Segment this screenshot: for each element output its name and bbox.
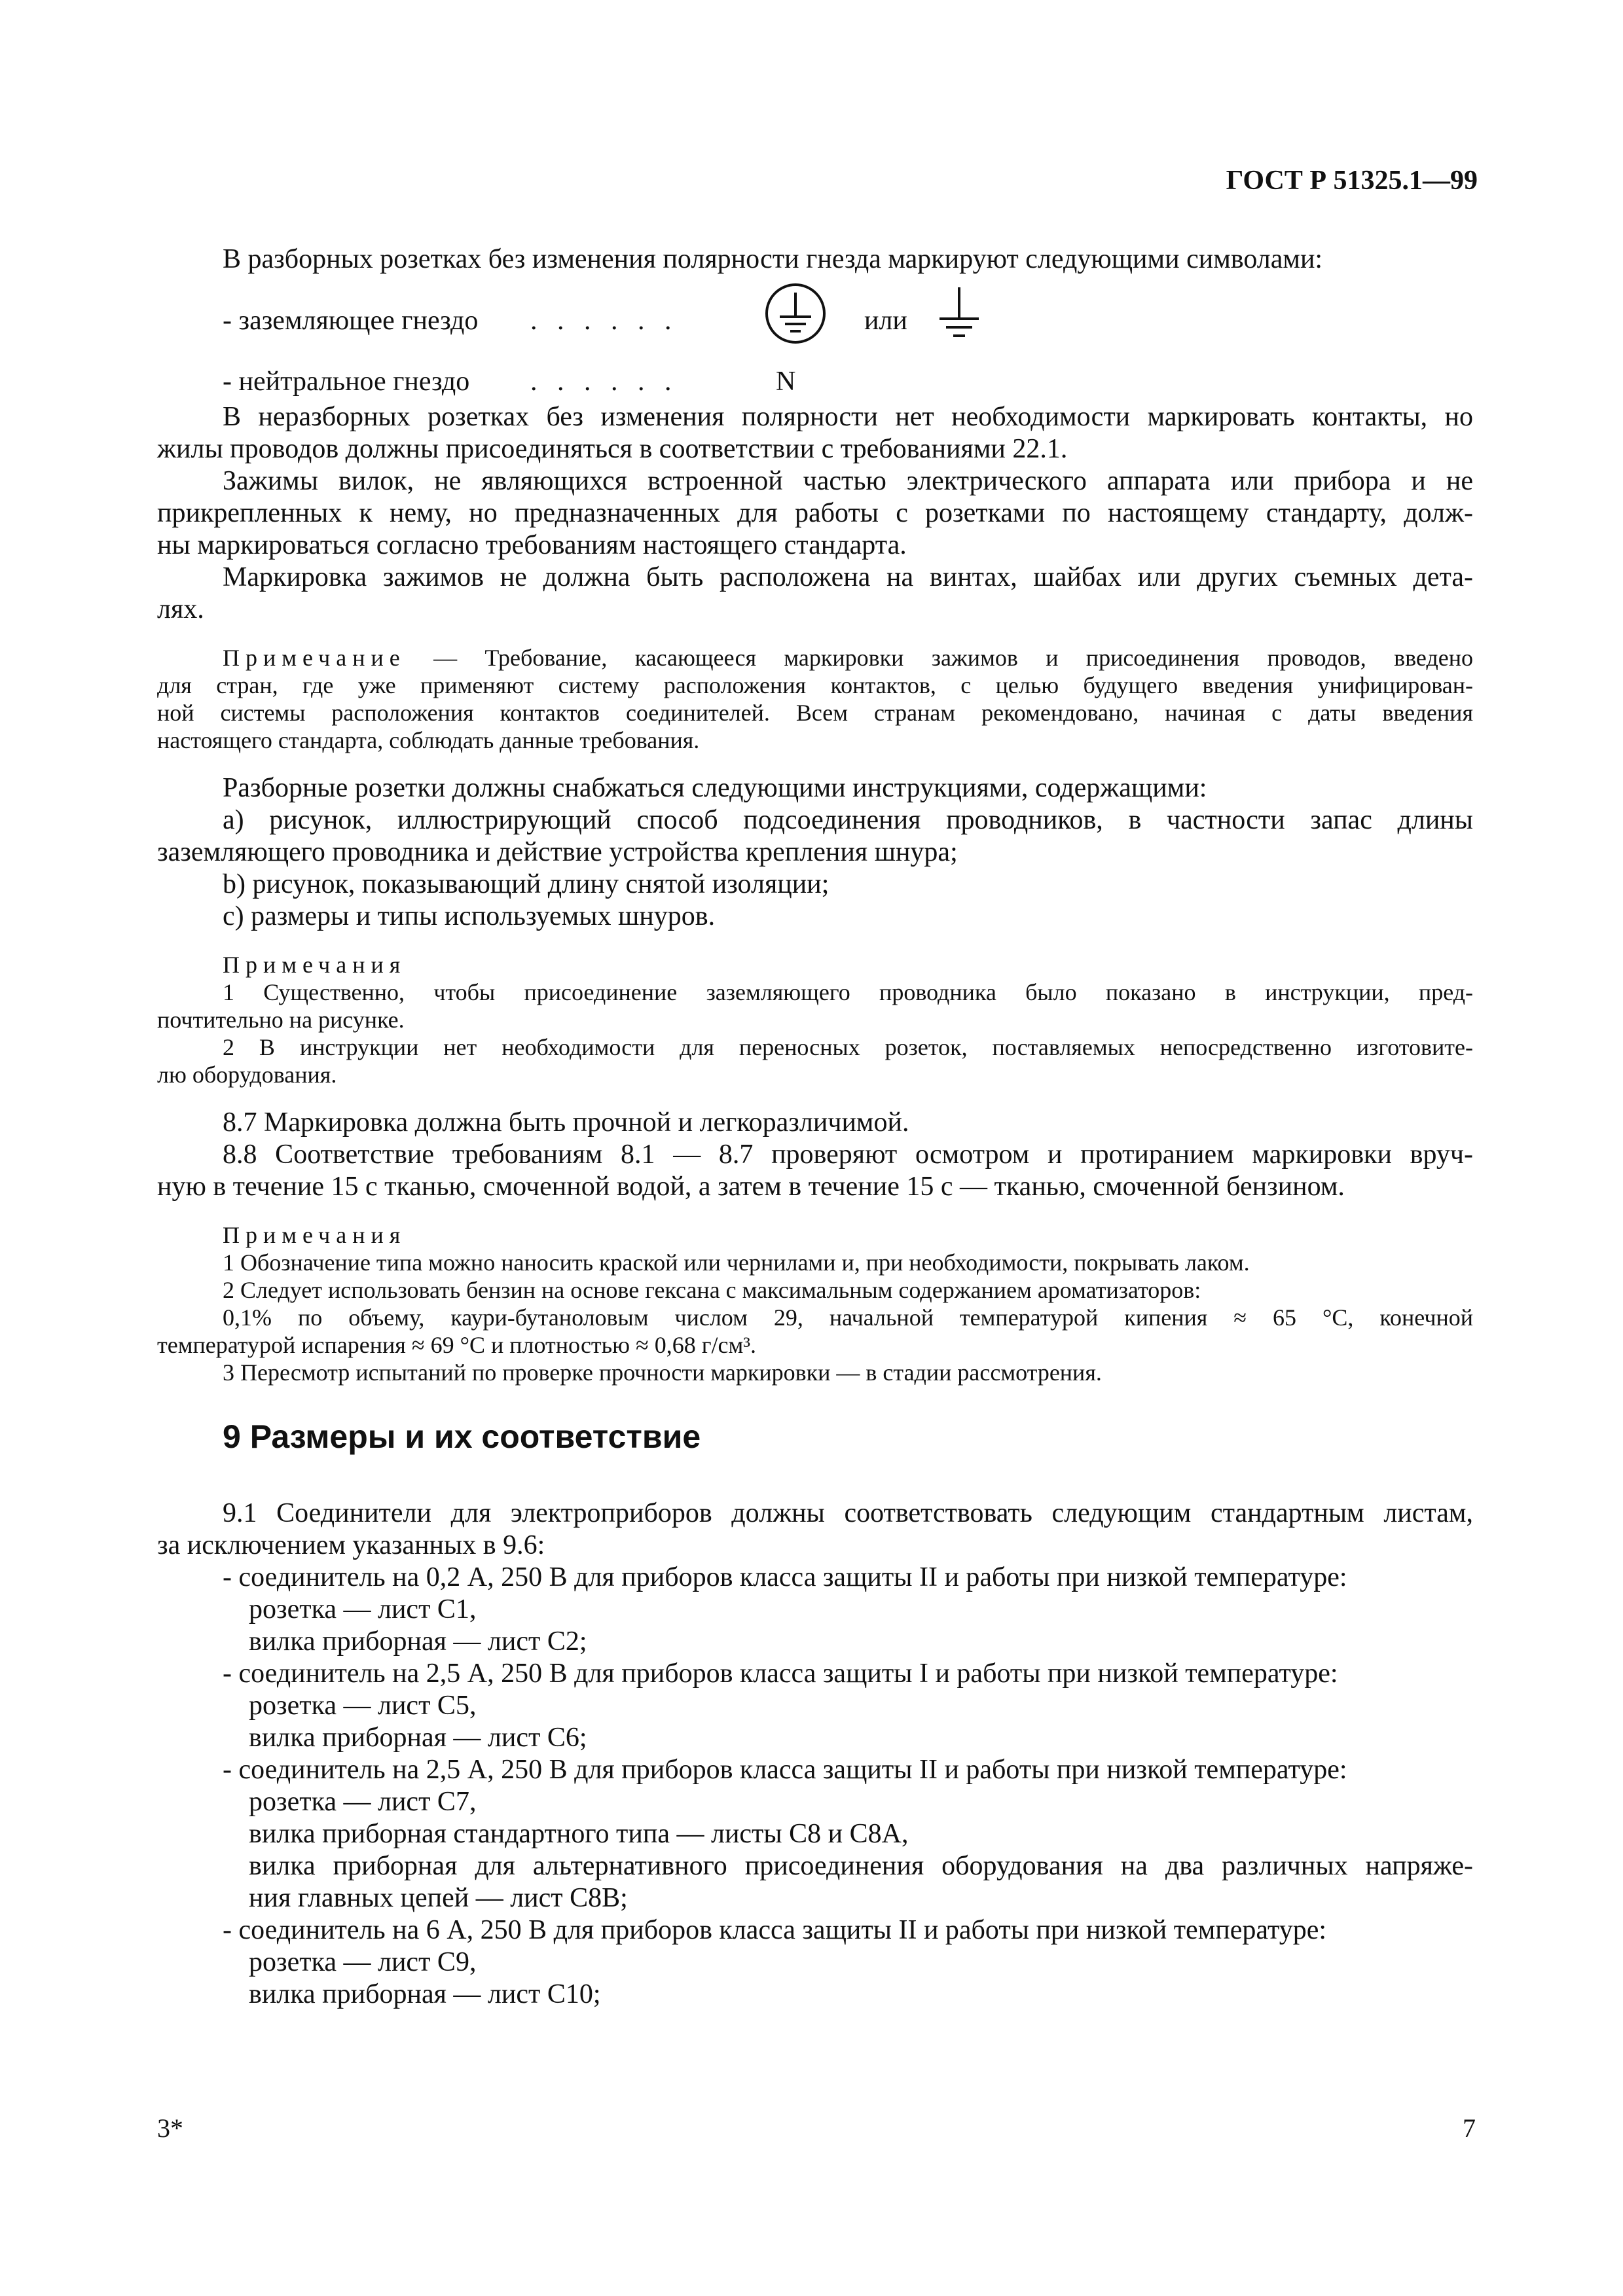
spacer — [157, 933, 1473, 951]
spacer — [157, 626, 1473, 644]
footer-mark: 3* — [157, 2113, 183, 2143]
note-line: ной системы расположения контактов соединителей. Всем странам рекомендовано, начиная с даты введения — [157, 700, 1473, 726]
note-line: для стран, где уже применяют систему расположения контактов, с целью будущего введения унифицирован- — [157, 672, 1473, 698]
spacer — [157, 1456, 1473, 1498]
list-subitem: ния главных цепей — лист С8В; — [249, 1883, 628, 1913]
standard-header: ГОСТ Р 51325.1—99 — [1226, 166, 1478, 196]
list-subitem: вилка приборная стандартного типа — листы С8 и С8А, — [249, 1819, 909, 1849]
list-subitem: розетка — лист С7, — [249, 1787, 477, 1817]
list-item: - соединитель на 6 А, 250 В для приборов класса защиты II и работы при низкой температуре: — [223, 1915, 1327, 1945]
earth-marking-row — [157, 276, 1473, 348]
note-line: 2 В инструкции нет необходимости для переносных розеток, поставляемых непосредственно изготовите- — [223, 1034, 1473, 1060]
spacer — [157, 1203, 1473, 1221]
marking-intro: В разборных розетках без изменения полярности гнезда маркируют следующими символами: — [223, 244, 1323, 274]
note-text: — Требование, касающееся маркировки зажимов и присоединения проводов, введено — [433, 645, 1473, 671]
instruction-item: b) рисунок, показывающий длину снятой изоляции; — [223, 869, 830, 899]
earth-icon — [936, 287, 982, 346]
instructions-intro: Разборные розетки должны снабжаться следующими инструкциями, содержащими: — [223, 773, 1207, 803]
neutral-marking-row — [157, 348, 1473, 401]
paragraph-line: Маркировка зажимов не должна быть расположена на винтах, шайбах или других съемных дета- — [223, 562, 1473, 592]
paragraph-line: лях. — [157, 594, 204, 624]
list-subitem: вилка приборная для альтернативного присоединения оборудования на два различных напряже- — [249, 1851, 1473, 1881]
earth-dots: . . . . . . — [530, 306, 678, 336]
list-subitem: розетка — лист С5, — [249, 1691, 477, 1721]
instruction-item: а) рисунок, иллюстрирующий способ подсоединения проводников, в частности запас длины — [223, 805, 1473, 835]
clause-8-8: 8.8 Соответствие требованиям 8.1 — 8.7 проверяют осмотром и протиранием маркировки вруч- — [223, 1139, 1473, 1170]
note-line: 3 Пересмотр испытаний по проверке прочности маркировки — в стадии рассмотрения. — [223, 1359, 1102, 1386]
paragraph-line: В неразборных розетках без изменения полярности нет необходимости маркировать контакты, но — [223, 402, 1473, 432]
clause-8-8-cont: ную в течение 15 с тканью, смоченной водой, а затем в течение 15 с — тканью, смоченной бензином. — [157, 1172, 1345, 1202]
note-label: Примечание — [223, 645, 406, 671]
note-line: почтительно на рисунке. — [157, 1007, 405, 1033]
clause-8-7: 8.7 Маркировка должна быть прочной и легкоразличимой. — [223, 1107, 909, 1138]
list-subitem: вилка приборная — лист С10; — [249, 1979, 601, 2009]
note-line: 2 Следует использовать бензин на основе гексана с максимальным содержанием ароматизаторов: — [223, 1277, 1201, 1303]
notes-label: Примечания — [223, 1222, 407, 1248]
instruction-item: с) размеры и типы используемых шнуров. — [223, 901, 716, 931]
protective-earth-circle-icon — [763, 281, 828, 346]
or-text: или — [864, 306, 907, 336]
list-subitem: вилка приборная — лист С2; — [249, 1626, 587, 1657]
section-heading: 9 Размеры и их соответствие — [223, 1418, 701, 1455]
spacer — [157, 1088, 1473, 1107]
note-line: настоящего стандарта, соблюдать данные требования. — [157, 727, 700, 753]
page-number: 7 — [1463, 2113, 1476, 2143]
list-subitem: розетка — лист С9, — [249, 1947, 477, 1977]
instruction-item: заземляющего проводника и действие устройства крепления шнура; — [157, 837, 958, 867]
neutral-label: - нейтральное гнездо — [223, 367, 470, 397]
note-line: 1 Обозначение типа можно наносить краской или чернилами и, при необходимости, покрывать лаком. — [223, 1249, 1250, 1276]
list-item: - соединитель на 0,2 А, 250 В для приборов класса защиты II и работы при низкой температуре: — [223, 1562, 1347, 1592]
paragraph-line: ны маркироваться согласно требованиям настоящего стандарта. — [157, 530, 907, 560]
note-line: лю оборудования. — [157, 1062, 337, 1088]
list-item: - соединитель на 2,5 А, 250 В для приборов класса защиты II и работы при низкой температуре: — [223, 1755, 1347, 1785]
spacer — [157, 754, 1473, 772]
paragraph-line: Зажимы вилок, не являющихся встроенной частью электрического аппарата или прибора и не — [223, 466, 1473, 496]
note-line: температурой испарения ≈ 69 °С и плотностью ≈ 0,68 г/см³. — [157, 1332, 757, 1358]
list-subitem: вилка приборная — лист С6; — [249, 1723, 587, 1753]
neutral-dots: . . . . . . — [530, 367, 678, 397]
clause-9-1-cont: за исключением указанных в 9.6: — [157, 1530, 545, 1560]
paragraph-line: прикрепленных к нему, но предназначенных для работы с розетками по настоящему стандарту, долж- — [157, 498, 1473, 528]
list-item: - соединитель на 2,5 А, 250 В для приборов класса защиты I и работы при низкой температуре: — [223, 1659, 1338, 1689]
list-subitem: розетка — лист С1, — [249, 1594, 477, 1624]
notes-label: Примечания — [223, 952, 407, 978]
earth-label: - заземляющее гнездо — [223, 306, 479, 336]
note-line — [157, 644, 1473, 672]
note-line: 1 Существенно, чтобы присоединение заземляющего проводника было показано в инструкции, пред- — [223, 979, 1473, 1005]
paragraph-line: жилы проводов должны присоединяться в соответствии с требованиями 22.1. — [157, 434, 1068, 464]
spacer — [157, 1386, 1473, 1418]
clause-9-1: 9.1 Соединители для электроприборов должны соответствовать следующим стандартным листам, — [223, 1498, 1473, 1528]
page-body — [157, 243, 1473, 2011]
note-line: 0,1% по объему, каури-бутаноловым числом 29, начальной температурой кипения ≈ 65 °С, конечной — [223, 1304, 1473, 1331]
neutral-symbol: N — [776, 367, 796, 397]
